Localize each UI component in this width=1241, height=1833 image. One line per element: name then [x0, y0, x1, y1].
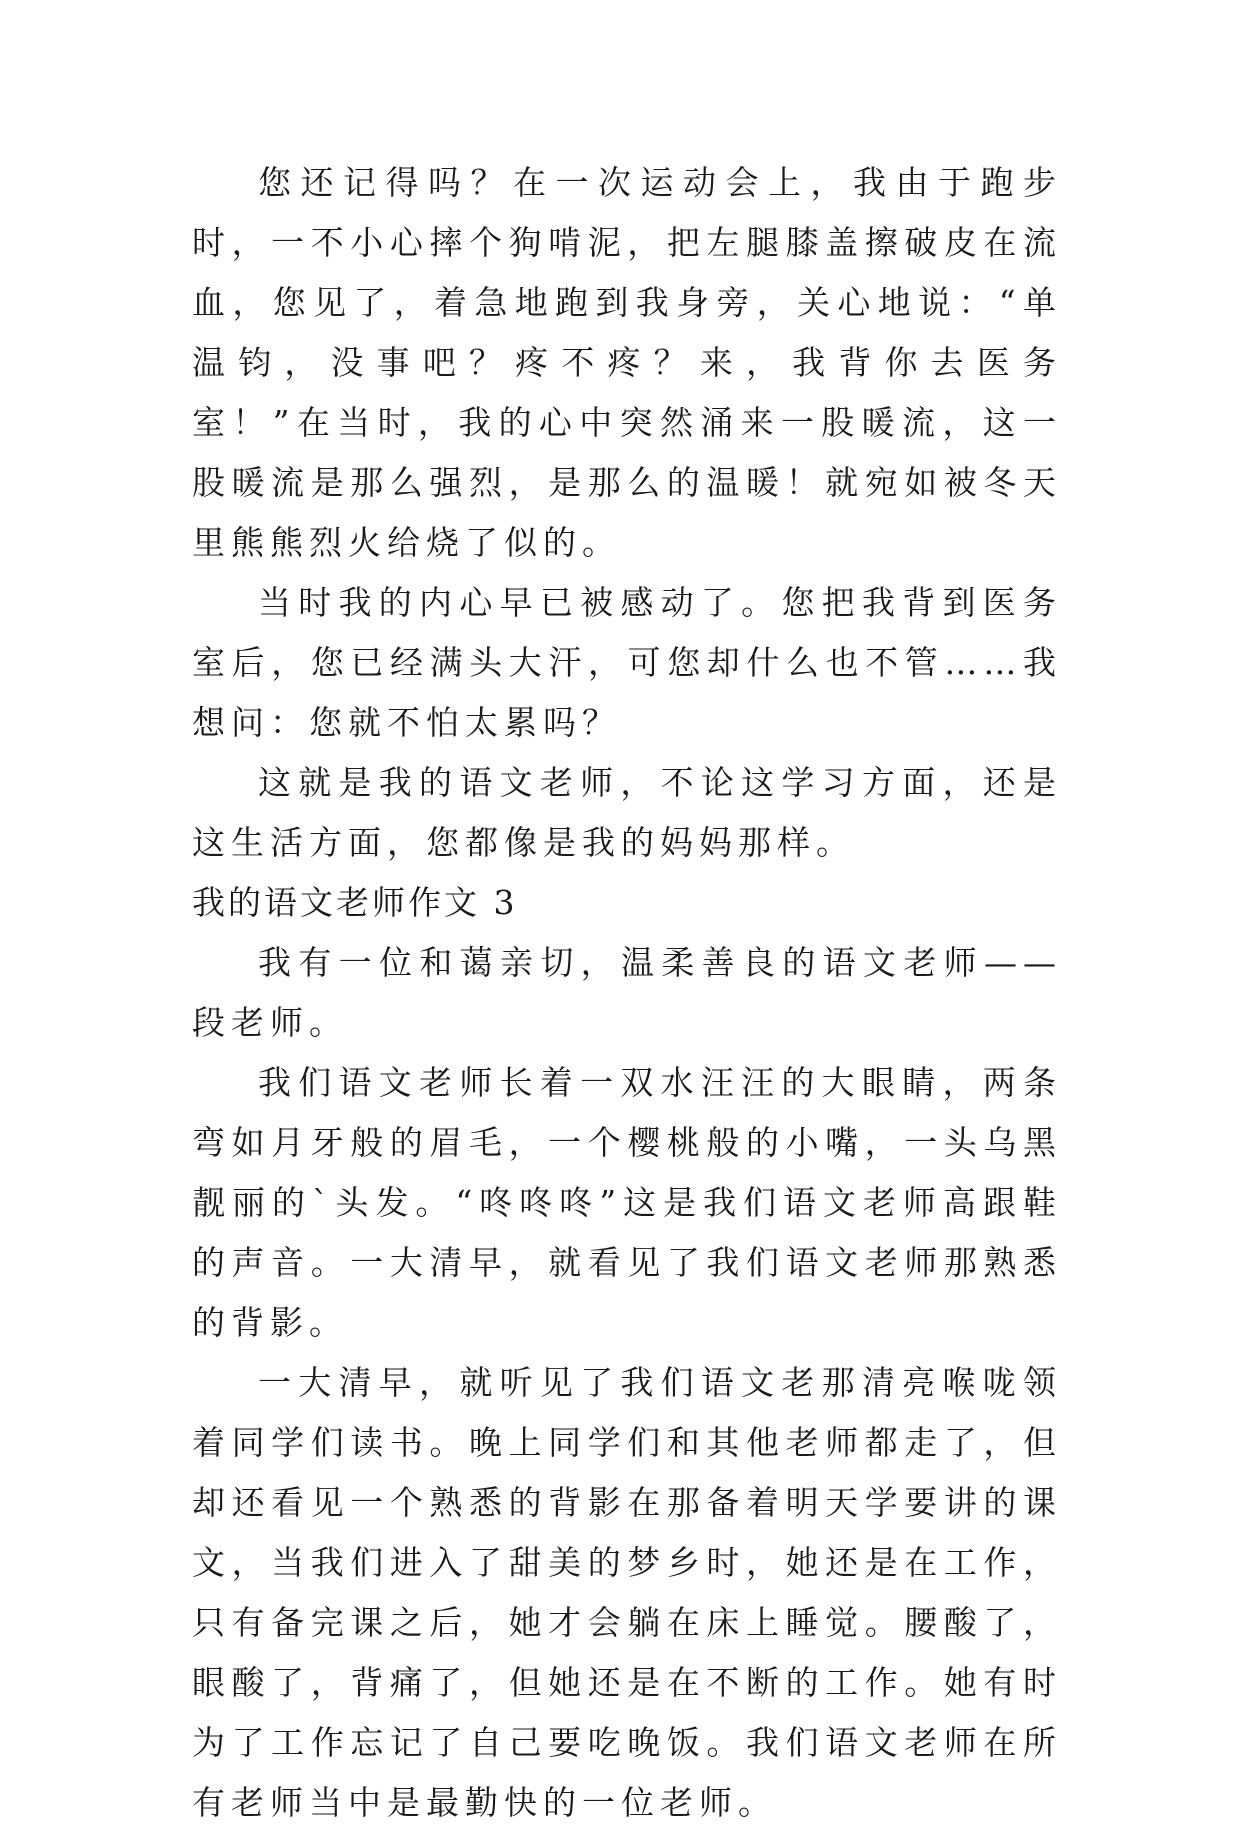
paragraph: 我有一位和蔼亲切，温柔善良的语文老师——段老师。 — [192, 943, 1062, 1042]
document-body — [192, 153, 1062, 1833]
paragraph: 您还记得吗？在一次运动会上，我由于跑步时，一不小心摔个狗啃泥，把左腿膝盖擦破皮在流血，您见了，着急地跑到我身旁，关心地说：“单温钧，没事吧？疼不疼？来，我背你去医务室！”在当时，我的心中突然涌来一股暖流，这一股暖流是那么强烈，是那么的温暖！就宛如被冬天里熊熊烈火给烧了似的。 — [192, 163, 1062, 562]
paragraph: 这就是我的语文老师，不论这学习方面，还是这生活方面，您都像是我的妈妈那样。 — [192, 763, 1062, 862]
paragraph: 我们语文老师长着一双水汪汪的大眼睛，两条弯如月牙般的眉毛，一个樱桃般的小嘴，一头乌黑靓丽的`头发。“咚咚咚”这是我们语文老师高跟鞋的声音。一大清早，就看见了我们语文老师那熟悉的背影。 — [192, 1063, 1062, 1342]
section-title: 我的语文老师作文 3 — [192, 883, 518, 922]
paragraph: 当时我的内心早已被感动了。您把我背到医务室后，您已经满头大汗，可您却什么也不管……我想问：您就不怕太累吗？ — [192, 583, 1062, 742]
paragraph: 一大清早，就听见了我们语文老那清亮喉咙领着同学们读书。晚上同学们和其他老师都走了，但却还看见一个熟悉的背影在那备着明天学要讲的课文，当我们进入了甜美的梦乡时，她还是在工作，只有备完课之后，她才会躺在床上睡觉。腰酸了，眼酸了，背痛了，但她还是在不断的工作。她有时为了工作忘记了自己要吃晚饭。我们语文老师在所有老师当中是最勤快的一位老师。 — [192, 1363, 1062, 1822]
